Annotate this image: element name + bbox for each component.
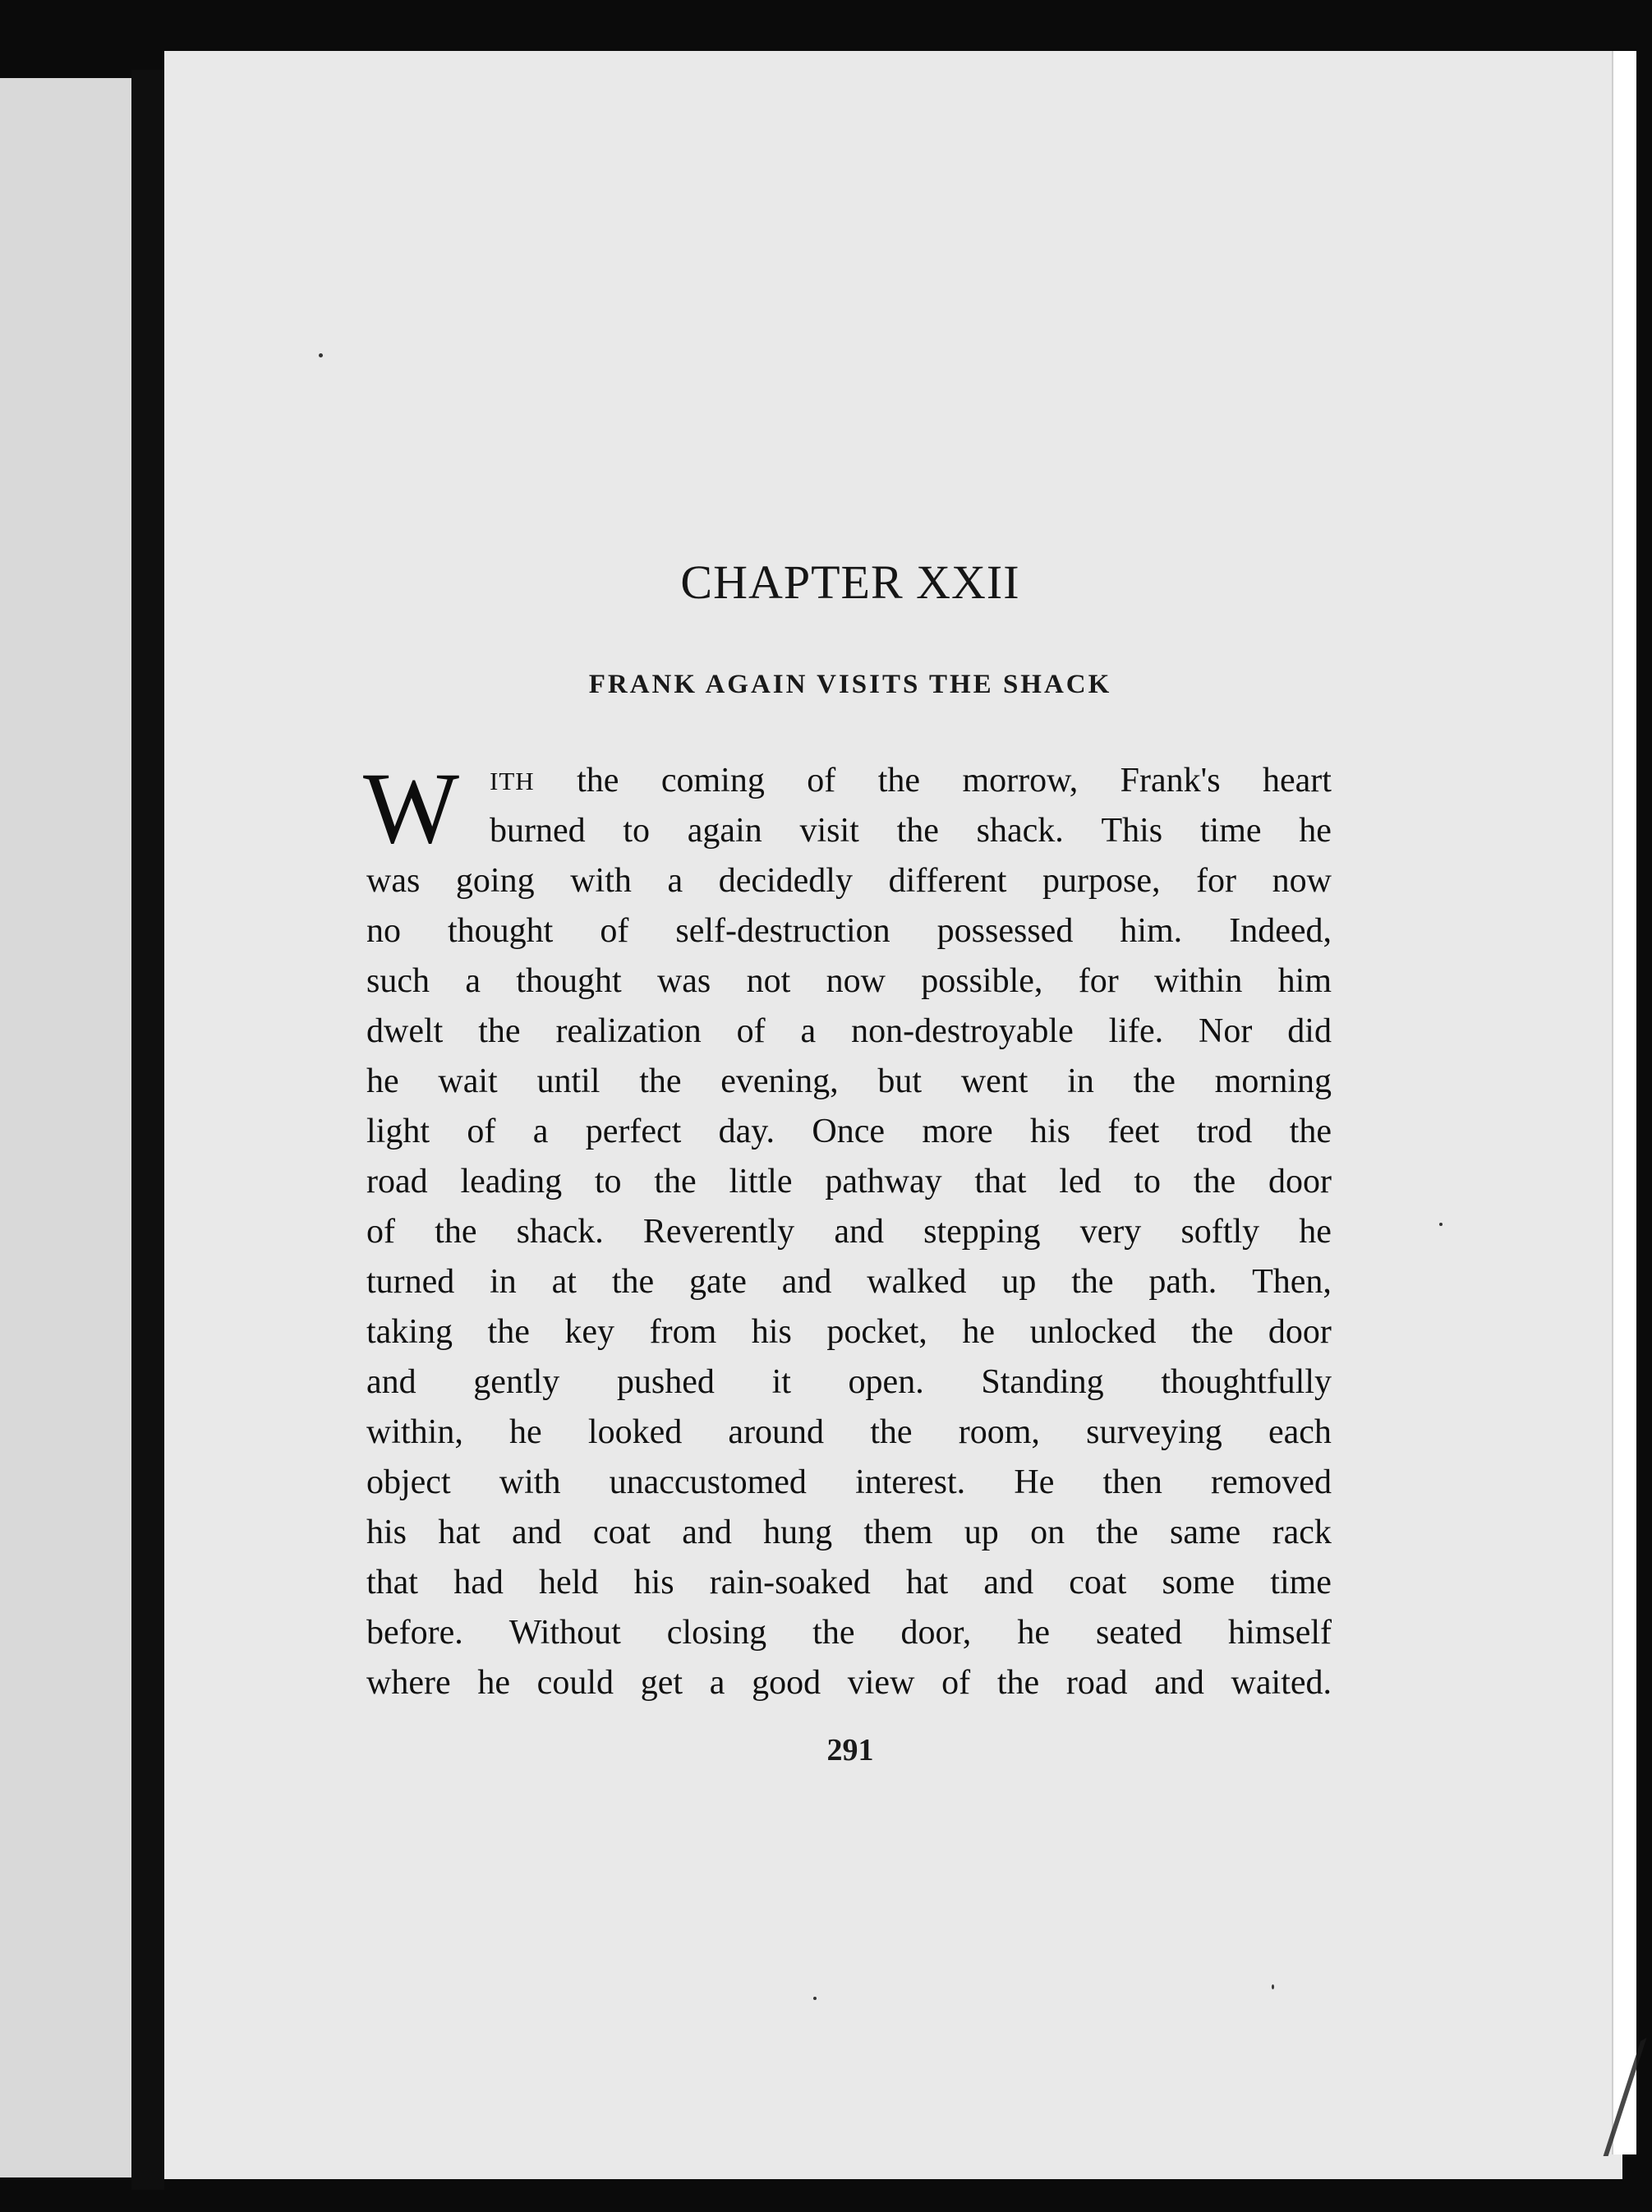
word: gently [473, 1363, 560, 1401]
word: unaccustomed [609, 1463, 807, 1501]
word: light [366, 1113, 430, 1150]
word: wait [438, 1062, 498, 1100]
dust-speck [813, 1997, 817, 2000]
word: of [807, 762, 836, 800]
word: of [366, 1213, 395, 1251]
word: dwelt [366, 1012, 444, 1050]
text-line [366, 1458, 1332, 1508]
word: hung [763, 1514, 833, 1551]
word: get [640, 1664, 683, 1702]
word: door, [900, 1614, 972, 1652]
word: evening, [720, 1062, 839, 1100]
word: room, [958, 1413, 1040, 1451]
facing-page-edge [0, 78, 131, 2177]
word: from [649, 1313, 717, 1351]
word: him. [1120, 912, 1183, 950]
text-line [366, 1107, 1332, 1157]
word: no [366, 912, 401, 950]
word: the [1071, 1263, 1114, 1301]
word: pocket, [826, 1313, 927, 1351]
word: a [465, 962, 481, 1000]
word: now [1272, 862, 1332, 900]
word: Nor [1199, 1012, 1253, 1050]
word: each [1268, 1413, 1332, 1451]
word: visit [799, 812, 859, 850]
page-number: 291 [826, 1733, 874, 1767]
word: the [1191, 1313, 1234, 1351]
word: stepping [923, 1213, 1041, 1251]
word: he [477, 1664, 510, 1702]
text-line [366, 1608, 1332, 1658]
text-line [366, 1007, 1332, 1057]
word: the [1096, 1514, 1139, 1551]
text-line [366, 1157, 1332, 1207]
chapter-subtitle: FRANK AGAIN VISITS THE SHACK [588, 670, 1112, 699]
word: he [366, 1062, 399, 1100]
word: rack [1272, 1514, 1332, 1551]
word: was [656, 962, 711, 1000]
word: and [682, 1514, 732, 1551]
word: the [896, 812, 939, 850]
word: the [639, 1062, 682, 1100]
word: going [455, 862, 535, 900]
word: now [826, 962, 886, 1000]
word: with [499, 1463, 561, 1501]
word: he [1299, 1213, 1332, 1251]
word: again [687, 812, 762, 850]
word: day. [718, 1113, 775, 1150]
text-line [366, 1207, 1332, 1257]
word: trod [1196, 1113, 1253, 1150]
word: the [812, 1614, 855, 1652]
word: seated [1096, 1614, 1182, 1652]
word: time [1199, 812, 1262, 850]
word: Standing [981, 1363, 1104, 1401]
word: went [960, 1062, 1028, 1100]
body-lines [366, 756, 1332, 1708]
text-line [366, 1257, 1332, 1307]
word: he [1017, 1614, 1050, 1652]
word: interest. [855, 1463, 966, 1501]
text-line [366, 1408, 1332, 1458]
word: the [870, 1413, 913, 1451]
text-line [366, 806, 1332, 856]
word: purpose, [1042, 862, 1161, 900]
word: could [536, 1664, 614, 1702]
word: burned [490, 812, 586, 850]
word: of [941, 1664, 971, 1702]
word: and [834, 1213, 884, 1251]
word: the [1289, 1113, 1332, 1150]
text-line [366, 756, 1332, 806]
word: on [1030, 1514, 1065, 1551]
word: Once [812, 1113, 886, 1150]
word: until [536, 1062, 601, 1100]
word: where [366, 1664, 451, 1702]
word: pathway [825, 1163, 942, 1200]
word: he [1299, 812, 1332, 850]
word: his [1030, 1113, 1071, 1150]
page-edge [1612, 51, 1636, 2154]
word: removed [1211, 1463, 1332, 1501]
word: thought [516, 962, 622, 1000]
word: that [366, 1564, 418, 1601]
word: did [1287, 1012, 1332, 1050]
word: to [1134, 1163, 1162, 1200]
word: around [728, 1413, 825, 1451]
word: rain-soaked [709, 1564, 871, 1601]
word: the [487, 1313, 530, 1351]
word: himself [1228, 1614, 1332, 1652]
chapter-title: CHAPTER XXII [680, 555, 1020, 609]
word: the [1193, 1163, 1236, 1200]
word: the [435, 1213, 477, 1251]
word: some [1162, 1564, 1236, 1601]
word: perfect [585, 1113, 682, 1150]
word: in [1067, 1062, 1094, 1100]
word: heart [1262, 762, 1332, 800]
word: of [600, 912, 629, 950]
word: view [847, 1664, 915, 1702]
text-line [366, 1357, 1332, 1408]
word: life. [1108, 1012, 1164, 1050]
first-word-small-caps: ITH [490, 767, 535, 795]
word: He [1014, 1463, 1055, 1501]
word: had [453, 1564, 504, 1601]
word: different [888, 862, 1007, 900]
word: shack. [976, 812, 1064, 850]
word: not [746, 962, 791, 1000]
word: was [366, 862, 421, 900]
word: then [1102, 1463, 1162, 1501]
word: closing [666, 1614, 767, 1652]
word: his [751, 1313, 792, 1351]
word: surveying [1086, 1413, 1222, 1451]
word: and [366, 1363, 416, 1401]
word: of [467, 1113, 496, 1150]
word: for [1078, 962, 1119, 1000]
word: at [551, 1263, 577, 1301]
word: path. [1148, 1263, 1217, 1301]
word: up [964, 1514, 999, 1551]
text-line [366, 856, 1332, 906]
word: looked [587, 1413, 683, 1451]
chapter-body [363, 752, 1332, 1708]
word: morrow, [962, 762, 1079, 800]
word: his [633, 1564, 674, 1601]
word: road [366, 1163, 428, 1200]
word: the [611, 1263, 655, 1301]
word: unlocked [1029, 1313, 1157, 1351]
word: taking [366, 1313, 453, 1351]
word: waited. [1231, 1664, 1332, 1702]
drop-cap: W [363, 752, 460, 864]
word: This [1101, 812, 1163, 850]
word: little [729, 1163, 793, 1200]
word: time [1270, 1564, 1332, 1601]
word: Indeed, [1229, 912, 1332, 950]
word: them [863, 1514, 933, 1551]
word: more [922, 1113, 993, 1150]
word: feet [1107, 1113, 1160, 1150]
word: very [1079, 1213, 1142, 1251]
word: key [564, 1313, 615, 1351]
word: and [781, 1263, 832, 1301]
word: but [877, 1062, 923, 1100]
word: and [983, 1564, 1034, 1601]
word: decidedly [718, 862, 853, 900]
word: realization [555, 1012, 702, 1050]
word: a [532, 1113, 549, 1150]
word: within [1154, 962, 1243, 1000]
word: softly [1180, 1213, 1260, 1251]
word: that [974, 1163, 1027, 1200]
word: led [1059, 1163, 1102, 1200]
word: the [478, 1012, 521, 1050]
word: Without [508, 1614, 621, 1652]
word: to [594, 1163, 622, 1200]
word: it [771, 1363, 791, 1401]
text-line [366, 1057, 1332, 1107]
word: in [490, 1263, 517, 1301]
word: of [736, 1012, 766, 1050]
text-line [366, 1558, 1332, 1608]
dust-speck [319, 353, 323, 357]
text-line [366, 1658, 1332, 1708]
dust-speck [1439, 1223, 1443, 1226]
word: he [509, 1413, 542, 1451]
word: door [1268, 1313, 1332, 1351]
word: Frank's [1120, 762, 1221, 800]
word: the [654, 1163, 697, 1200]
word: non-destroyable [851, 1012, 1074, 1050]
word: turned [366, 1263, 455, 1301]
word: and [1154, 1664, 1204, 1702]
word: self-destruction [675, 912, 890, 950]
text-line [366, 1307, 1332, 1357]
word: coat [592, 1514, 651, 1551]
book-gutter [131, 70, 164, 2190]
word: the [877, 762, 921, 800]
word: coming [660, 762, 765, 800]
word: open. [848, 1363, 924, 1401]
word: held [539, 1564, 599, 1601]
word: he [962, 1313, 996, 1351]
dust-speck [1272, 1984, 1274, 1989]
word: for [1196, 862, 1237, 900]
word: road [1065, 1664, 1128, 1702]
word: and [511, 1514, 562, 1551]
word: the [996, 1664, 1040, 1702]
word: such [366, 962, 430, 1000]
word: hat [438, 1514, 481, 1551]
word: him [1277, 962, 1332, 1000]
word: a [667, 862, 683, 900]
word: thoughtfully [1161, 1363, 1332, 1401]
word: object [366, 1463, 451, 1501]
word: shack. [516, 1213, 604, 1251]
text-line [366, 956, 1332, 1007]
word: the [1133, 1062, 1176, 1100]
text-line [366, 906, 1332, 956]
word: gate [688, 1263, 747, 1301]
word: to [623, 812, 651, 850]
word: the [577, 762, 619, 800]
word: Then, [1252, 1263, 1332, 1301]
word: same [1170, 1514, 1241, 1551]
word: before. [366, 1614, 463, 1652]
word: his [366, 1514, 407, 1551]
word: possessed [936, 912, 1074, 950]
word: a [709, 1664, 725, 1702]
word: morning [1214, 1062, 1332, 1100]
word: door [1268, 1163, 1332, 1200]
word: coat [1069, 1564, 1127, 1601]
word: hat [905, 1564, 949, 1601]
word: Reverently [642, 1213, 795, 1251]
word: thought [448, 912, 554, 950]
word: with [570, 862, 632, 900]
word: within, [366, 1413, 463, 1451]
word: good [752, 1664, 821, 1702]
text-line [366, 1508, 1332, 1558]
word: walked [867, 1263, 967, 1301]
word: possible, [921, 962, 1043, 1000]
word: up [1001, 1263, 1037, 1301]
word: a [800, 1012, 817, 1050]
word: leading [460, 1163, 563, 1200]
word: pushed [616, 1363, 715, 1401]
